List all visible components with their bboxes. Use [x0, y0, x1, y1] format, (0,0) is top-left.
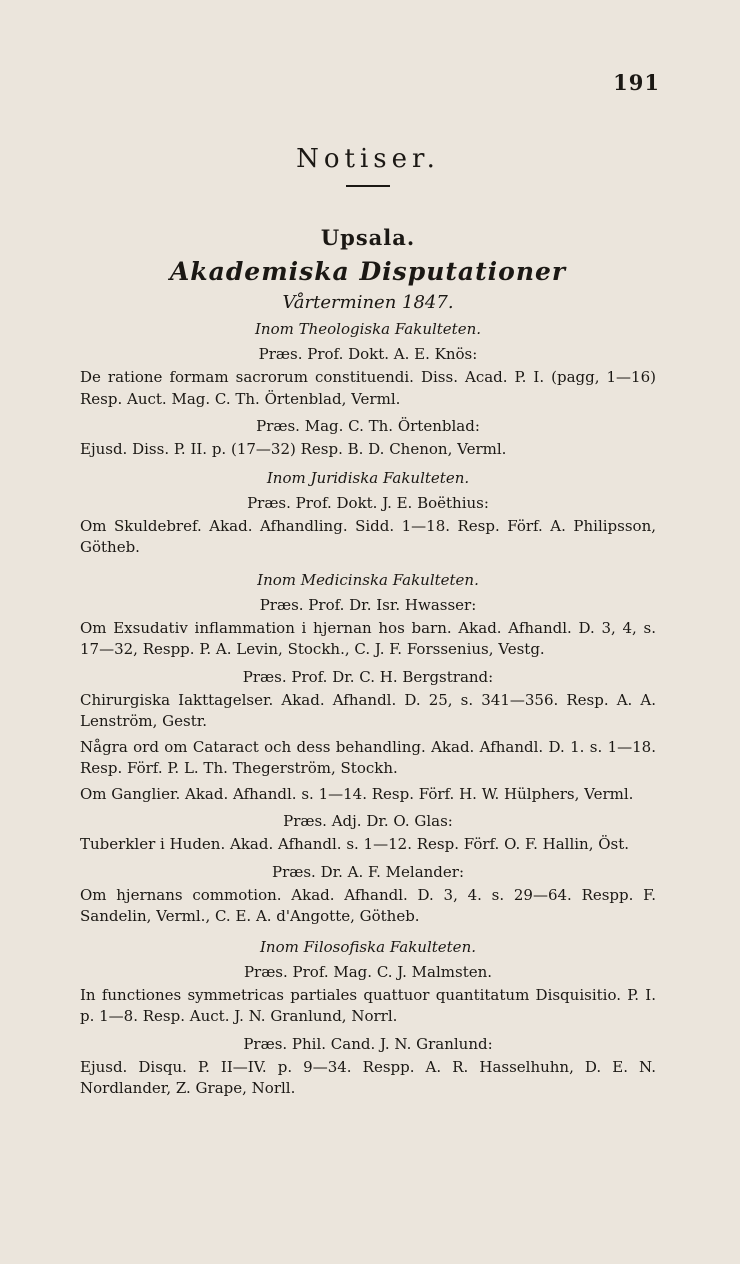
praeses-line: Præs. Mag. C. Th. Örtenblad:: [256, 417, 480, 435]
praeses-line: Præs. Prof. Dr. C. H. Bergstrand:: [242, 667, 494, 686]
faculty-medicine: Inom Medicinska Fakulteten.: [257, 570, 479, 589]
page-number: 191: [613, 70, 660, 95]
term-heading: Vårterminen 1847.: [282, 292, 454, 313]
faculty-theology: Inom Theologiska Fakulteten.: [254, 320, 482, 338]
praeses-line: Præs. Prof. Dokt. A. E. Knös:: [258, 345, 478, 363]
praeses-line: Præs. Adj. Dr. O. Glas:: [283, 812, 453, 830]
dissertation-entry: Om hjernans commotion. Akad. Afhandl. D. 3, 4. s. 29—64. Respp. F. Sandelin, Verml., C. E. A. d'Angotte, Götheb.: [80, 885, 656, 925]
notices-column: [80, 140, 656, 1104]
praeses-line: Præs. Dr. A. F. Melander:: [272, 862, 464, 881]
dissertation-entry: Om Skuldebref. Akad. Afhandling. Sidd. 1—18. Resp. Förf. A. Philipsson, Götheb.: [80, 516, 656, 556]
page-title: Notiser.: [296, 144, 440, 174]
praeses-line: Præs. Prof. Dr. Isr. Hwasser:: [259, 595, 477, 614]
city-heading: Upsala.: [320, 225, 416, 250]
praeses-line: Præs. Prof. Mag. C. J. Malmsten.: [243, 962, 493, 981]
praeses-line: Præs. Phil. Cand. J. N. Granlund:: [243, 1034, 493, 1053]
dissertation-entry: Om Ganglier. Akad. Afhandl. s. 1—14. Resp. Förf. H. W. Hülphers, Verml.: [80, 784, 634, 803]
dissertation-entry: Om Exsudativ inflammation i hjernan hos barn. Akad. Afhandl. D. 3, 4, s. 17—32, Respp. P. A. Levin, Stockh., C. J. F. Forssenius, Vestg.: [80, 618, 656, 658]
section-title: Akademiska Disputationer: [169, 257, 567, 286]
dissertation-entry: Chirurgiska Iakttagelser. Akad. Afhandl. D. 25, s. 341—356. Resp. A. A. Lenström, Gestr.: [80, 690, 656, 730]
dissertation-entry: Några ord om Cataract och dess behandling. Akad. Afhandl. D. 1. s. 1—18. Resp. Förf. P. L. Th. Thegerström, Stockh.: [80, 737, 656, 777]
dissertation-entry: In functiones symmetricas partiales quattuor quantitatum Disquisitio. P. I. p. 1—8. Resp. Auct. J. N. Granlund, Norrl.: [80, 985, 656, 1025]
faculty-law: Inom Juridiska Fakulteten.: [266, 468, 470, 487]
dissertation-entry: Ejusd. Disqu. P. II—IV. p. 9—34. Respp. A. R. Hasselhuhn, D. E. N. Nordlander, Z. Grape, Norll.: [80, 1057, 656, 1097]
dissertation-entry: Tuberkler i Huden. Akad. Afhandl. s. 1—12. Resp. Förf. O. F. Hallin, Öst.: [80, 835, 630, 853]
dissertation-entry: Ejusd. Diss. P. II. p. (17—32) Resp. B. D. Chenon, Verml.: [80, 440, 507, 458]
dissertation-entry: De ratione formam sacrorum constituendi. Diss. Acad. P. I. (pagg, 1—16) Resp. Auct. Mag. C. Th. Örtenblad, Verml.: [80, 368, 656, 408]
praeses-line: Præs. Prof. Dokt. J. E. Boëthius:: [247, 493, 489, 512]
title-rule: [346, 185, 390, 187]
faculty-philosophy: Inom Filosofiska Fakulteten.: [260, 937, 476, 956]
